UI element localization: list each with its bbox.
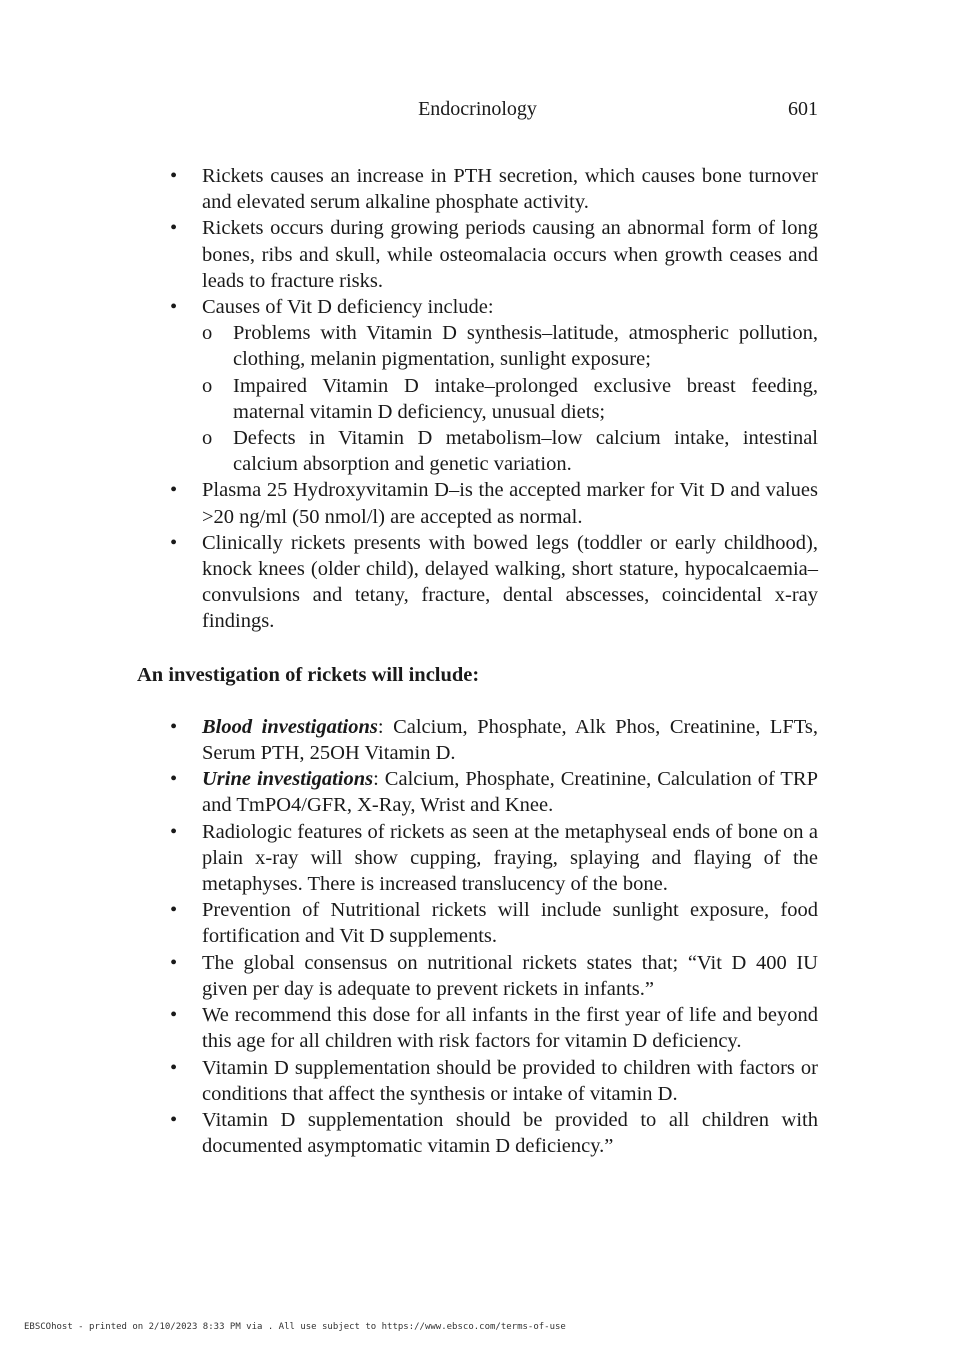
list-item: • Vitamin D supplementation should be provided to all children with documented asymptomatic vitamin D deficiency.”: [202, 1107, 818, 1159]
list-item: • Plasma 25 Hydroxyvitamin D–is the accepted marker for Vit D and values >20 ng/ml (50 nmol/l) are accepted as normal.: [202, 477, 818, 529]
footer-notice: EBSCOhost - printed on 2/10/2023 8:33 PM via . All use subject to https://www.ebsco.com/terms-of-use: [24, 1322, 566, 1332]
page-number: 601: [788, 98, 818, 120]
running-header: [0, 96, 955, 122]
bullet-list-top: [137, 163, 818, 635]
list-item: • Clinically rickets presents with bowed legs (toddler or early childhood), knock knees (older child), delayed walking, short stature, hypocalcaemia–convulsions and tetany, fracture, dental abscesses, coincidental x-ray findings.: [202, 530, 818, 635]
list-item-urine-investigations: [202, 766, 818, 818]
sub-list-item: o Defects in Vitamin D metabolism–low calcium intake, intestinal calcium absorption and genetic variation.: [233, 425, 818, 477]
causes-sublist: [202, 320, 818, 477]
list-item: • Rickets occurs during growing periods causing an abnormal form of long bones, ribs and skull, while osteomalacia occurs when growth ceases and leads to fracture risks.: [202, 215, 818, 294]
blood-investigations-lead: Blood investigations: [202, 715, 378, 738]
bullet-list-investigations: [137, 714, 818, 1159]
list-item: • We recommend this dose for all infants in the first year of life and beyond this age for all children with risk factors for vitamin D deficiency.: [202, 1002, 818, 1054]
list-item: • Prevention of Nutritional rickets will include sunlight exposure, food fortification and Vit D supplements.: [202, 897, 818, 949]
urine-investigations-text: : Calcium, Phosphate, Creatinine, Calculation of TRP and TmPO4/GFR, X-Ray, Wrist and Knee.: [202, 768, 818, 817]
causes-intro: Causes of Vit D deficiency include:: [202, 296, 494, 319]
blood-investigations-text: : Calcium, Phosphate, Alk Phos, Creatinine, LFTs, Serum PTH, 25OH Vitamin D.: [202, 715, 818, 765]
list-item-causes: [202, 294, 818, 477]
list-item: • The global consensus on nutritional rickets states that; “Vit D 400 IU given per day is adequate to prevent rickets in infants.”: [202, 950, 818, 1002]
running-title: Endocrinology: [418, 98, 537, 120]
sub-list-item: o Impaired Vitamin D intake–prolonged exclusive breast feeding, maternal vitamin D deficiency, unusual diets;: [233, 373, 818, 425]
sub-list-item: o Problems with Vitamin D synthesis–latitude, atmospheric pollution, clothing, melanin pigmentation, sunlight exposure;: [233, 320, 818, 372]
list-item-blood-investigations: [202, 714, 818, 766]
list-item: • Radiologic features of rickets as seen at the metaphyseal ends of bone on a plain x-ray will show cupping, fraying, splaying and flaying of the metaphyses. There is increased translucency of the bone.: [202, 819, 818, 898]
page-body: [137, 163, 818, 1159]
list-item: • Vitamin D supplementation should be provided to children with factors or conditions that affect the synthesis or intake of vitamin D.: [202, 1055, 818, 1107]
list-item: • Rickets causes an increase in PTH secretion, which causes bone turnover and elevated serum alkaline phosphate activity.: [202, 163, 818, 215]
urine-investigations-lead: Urine investigations: [202, 768, 374, 791]
section-heading: An investigation of rickets will include:: [137, 663, 480, 686]
